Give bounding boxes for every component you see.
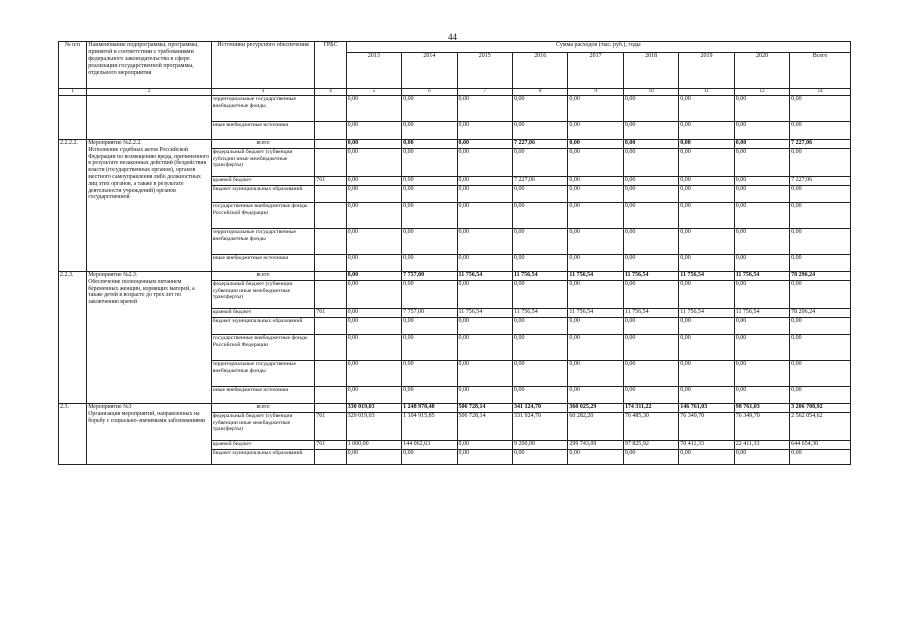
value-cell: 0,00	[734, 122, 789, 140]
source-cell: всего	[211, 404, 315, 413]
value-cell: 0,00	[734, 229, 789, 255]
value-cell: 0,00	[512, 186, 567, 203]
header-no: № п/п	[59, 42, 87, 89]
value-cell: 0,00	[679, 281, 734, 309]
value-cell: 0,00	[346, 140, 401, 149]
grbs-cell	[315, 96, 346, 122]
measure-description: Обеспечение полноценным питанием беременных женщин, кормящих матерей, а также детей в возрасте до трех лет по заключению врачей	[88, 278, 195, 306]
measure-name	[87, 404, 211, 465]
value-cell: 0,00	[790, 96, 851, 122]
grbs-cell	[315, 450, 346, 465]
value-cell: 0,00	[623, 149, 678, 177]
value-cell: 11 756,54	[512, 272, 567, 281]
value-cell: 0,00	[457, 335, 512, 361]
value-cell: 76 349,70	[679, 413, 734, 441]
value-cell: 0,00	[734, 450, 789, 465]
value-cell: 0,00	[623, 177, 678, 186]
value-cell: 0,00	[679, 255, 734, 272]
header-year: 2020	[734, 53, 789, 89]
value-cell: 0,00	[402, 335, 457, 361]
value-cell: 0,00	[457, 149, 512, 177]
value-cell: 0,00	[734, 186, 789, 203]
source-cell: бюджет муниципальных образований	[211, 186, 315, 203]
value-cell: 0,00	[568, 335, 623, 361]
value-cell: 0,00	[568, 177, 623, 186]
value-cell: 7 757,00	[402, 272, 457, 281]
source-cell: территориальные государственные внебюджетные фонды	[211, 229, 315, 255]
source-cell: краевой бюджет	[211, 441, 315, 450]
value-cell: 506 728,14	[457, 404, 512, 413]
value-cell: 0,00	[346, 281, 401, 309]
value-cell: 0,00	[512, 229, 567, 255]
value-cell: 0,00	[457, 140, 512, 149]
value-cell: 146 761,03	[679, 404, 734, 413]
value-cell: 0,00	[346, 186, 401, 203]
total-value-cell: 7 227,06	[790, 140, 851, 149]
value-cell: 506 728,14	[457, 413, 512, 441]
value-cell: 0,00	[623, 450, 678, 465]
value-cell: 9 200,00	[512, 441, 567, 450]
value-cell: 0,00	[623, 96, 678, 122]
value-cell: 0,00	[734, 318, 789, 335]
value-cell: 0,00	[346, 203, 401, 229]
value-cell: 11 756,54	[568, 272, 623, 281]
value-cell: 0,00	[679, 387, 734, 404]
value-cell: 0,00	[346, 229, 401, 255]
measure-description: Исполнение судебных актов Российской Федерации по возмещению вреда, причиненного в результате незаконных действий (бездействия власти (государственных органов), органов местного самоуправления либо должностных лиц этих органов, а также в результате деятельности учреждений) органов государственной	[88, 146, 210, 201]
grbs-cell	[315, 272, 346, 281]
value-cell: 0,00	[623, 361, 678, 387]
value-cell: 0,00	[623, 255, 678, 272]
value-cell: 0,00	[457, 96, 512, 122]
value-cell: 0,00	[346, 177, 401, 186]
value-cell: 0,00	[346, 122, 401, 140]
measure-name	[87, 272, 211, 404]
value-cell: 0,00	[790, 122, 851, 140]
column-number: 10	[623, 89, 678, 96]
value-cell: 0,00	[734, 387, 789, 404]
value-cell: 0,00	[457, 318, 512, 335]
value-cell: 0,00	[734, 177, 789, 186]
value-cell: 330 019,03	[346, 404, 401, 413]
column-number: 5	[346, 89, 401, 96]
value-cell: 0,00	[734, 96, 789, 122]
total-value-cell: 0,00	[790, 335, 851, 361]
value-cell: 0,00	[568, 450, 623, 465]
header-year: 2017	[568, 53, 623, 89]
value-cell: 0,00	[457, 361, 512, 387]
value-cell: 11 756,54	[734, 309, 789, 318]
value-cell: 0,00	[623, 203, 678, 229]
value-cell: 0,00	[346, 387, 401, 404]
value-cell: 0,00	[512, 96, 567, 122]
header-source: Источники ресурсного обеспечения	[211, 42, 315, 89]
source-cell: бюджет муниципальных образований	[211, 318, 315, 335]
header-year: 2013	[346, 53, 401, 89]
value-cell: 97 825,92	[623, 441, 678, 450]
value-cell: 0,00	[402, 140, 457, 149]
value-cell: 0,00	[512, 149, 567, 177]
value-cell: 0,00	[623, 318, 678, 335]
row-code: 2.3.	[59, 404, 87, 465]
value-cell: 0,00	[346, 335, 401, 361]
row-code: 2.2.3.	[59, 272, 87, 404]
value-cell: 0,00	[457, 229, 512, 255]
value-cell: 0,00	[734, 255, 789, 272]
total-value-cell: 0,00	[790, 203, 851, 229]
value-cell: 0,00	[346, 309, 401, 318]
value-cell: 0,00	[679, 450, 734, 465]
column-number: 3	[211, 89, 315, 96]
value-cell: 341 124,70	[512, 404, 567, 413]
value-cell: 0,00	[623, 229, 678, 255]
value-cell: 0,00	[679, 203, 734, 229]
grbs-cell	[315, 387, 346, 404]
value-cell: 11 756,54	[623, 309, 678, 318]
header-row	[59, 42, 851, 53]
value-cell: 0,00	[568, 229, 623, 255]
value-cell: 299 743,09	[568, 441, 623, 450]
source-cell: всего	[211, 272, 315, 281]
source-cell: федеральный бюджет (субвенции субвенции иные межбюджетные трансферты)	[211, 413, 315, 441]
grbs-cell	[315, 335, 346, 361]
total-value-cell: 0,00	[790, 281, 851, 309]
value-cell: 0,00	[679, 318, 734, 335]
budget-table	[58, 41, 851, 465]
value-cell: 0,00	[568, 255, 623, 272]
grbs-cell	[315, 203, 346, 229]
value-cell: 0,00	[457, 281, 512, 309]
section-total-row	[59, 140, 851, 149]
grbs-cell	[315, 318, 346, 335]
header-year: 2014	[402, 53, 457, 89]
value-cell: 0,00	[623, 387, 678, 404]
grbs-cell	[315, 229, 346, 255]
value-cell: 0,00	[679, 149, 734, 177]
value-cell: 0,00	[346, 450, 401, 465]
value-cell: 0,00	[568, 281, 623, 309]
column-number: 4	[315, 89, 346, 96]
row-code: 2.2.2.2.	[59, 140, 87, 272]
value-cell: 7 227,06	[512, 177, 567, 186]
value-cell: 0,00	[568, 361, 623, 387]
value-cell: 0,00	[346, 149, 401, 177]
value-cell: 0,00	[568, 203, 623, 229]
source-cell: государственные внебюджетные фонды Российской Федерации	[211, 203, 315, 229]
row-code	[59, 96, 87, 140]
value-cell: 11 756,54	[568, 309, 623, 318]
source-cell: федеральный бюджет (субвенции субвенции иные межбюджетные трансферты)	[211, 281, 315, 309]
value-cell: 0,00	[402, 96, 457, 122]
total-value-cell: 0,00	[790, 387, 851, 404]
total-value-cell: 78 296,24	[790, 309, 851, 318]
value-cell: 0,00	[402, 122, 457, 140]
grbs-cell	[315, 140, 346, 149]
value-cell: 0,00	[402, 318, 457, 335]
total-value-cell: 0,00	[790, 229, 851, 255]
total-value-cell: 0,00	[790, 149, 851, 177]
value-cell: 7 227,06	[512, 140, 567, 149]
value-cell: 0,00	[679, 140, 734, 149]
value-cell: 11 756,54	[734, 272, 789, 281]
total-value-cell: 0,00	[790, 450, 851, 465]
measure-name	[87, 140, 211, 272]
value-cell: 7 757,00	[402, 309, 457, 318]
total-value-cell: 3 206 708,92	[790, 404, 851, 413]
value-cell: 76 349,70	[734, 413, 789, 441]
total-value-cell: 7 227,06	[790, 177, 851, 186]
value-cell: 144 062,63	[402, 441, 457, 450]
value-cell: 174 311,22	[623, 404, 678, 413]
source-cell: краевой бюджет	[211, 177, 315, 186]
value-cell: 0,00	[568, 96, 623, 122]
value-cell: 1 248 978,48	[402, 404, 457, 413]
value-cell: 0,00	[512, 450, 567, 465]
value-cell: 11 756,54	[623, 272, 678, 281]
column-number-row	[59, 89, 851, 96]
value-cell: 11 756,54	[679, 272, 734, 281]
header-year: 2019	[679, 53, 734, 89]
value-cell: 0,00	[734, 203, 789, 229]
grbs-cell	[315, 149, 346, 177]
header-year: 2016	[512, 53, 567, 89]
source-cell: территориальные государственные внебюджетные фонды	[211, 361, 315, 387]
header-grbs: ГРБС	[315, 42, 346, 89]
value-cell: 0,00	[402, 229, 457, 255]
value-cell: 0,00	[402, 186, 457, 203]
header-year: 2018	[623, 53, 678, 89]
value-cell: 0,00	[457, 450, 512, 465]
value-cell: 0,00	[568, 149, 623, 177]
value-cell: 0,00	[679, 186, 734, 203]
column-number: 9	[568, 89, 623, 96]
grbs-cell	[315, 281, 346, 309]
value-cell: 0,00	[734, 335, 789, 361]
grbs-cell: 761	[315, 413, 346, 441]
value-cell: 0,00	[679, 335, 734, 361]
column-number: 6	[402, 89, 457, 96]
value-cell: 0,00	[402, 450, 457, 465]
section-total-row	[59, 272, 851, 281]
value-cell: 0,00	[623, 335, 678, 361]
value-cell: 0,00	[623, 140, 678, 149]
measure-sections	[59, 140, 851, 465]
value-cell: 0,00	[512, 203, 567, 229]
header-name: Наименование подпрограммы, программы, принятой в соответствии с требованиями федерального законодательства в сфере реализации государственной программы, отдельного мероприятия	[87, 42, 211, 89]
value-cell: 0,00	[402, 255, 457, 272]
value-cell: 0,00	[679, 177, 734, 186]
value-cell: 0,00	[679, 361, 734, 387]
value-cell: 331 924,70	[512, 413, 567, 441]
header-sum-title: Сумма расходов (тыс. руб.), годы	[346, 42, 850, 53]
value-cell: 0,00	[679, 122, 734, 140]
column-number: 1	[59, 89, 87, 96]
value-cell: 0,00	[512, 255, 567, 272]
source-cell: бюджет муниципальных образований	[211, 450, 315, 465]
source-cell: иные внебюджетные источники	[211, 122, 315, 140]
source-cell: иные внебюджетные источники	[211, 387, 315, 404]
column-number: 7	[457, 89, 512, 96]
value-cell: 329 019,03	[346, 413, 401, 441]
value-cell: 70 411,33	[679, 441, 734, 450]
grbs-cell: 761	[315, 441, 346, 450]
value-cell: 0,00	[346, 255, 401, 272]
row-name	[87, 96, 211, 140]
total-value-cell: 0,00	[790, 318, 851, 335]
total-value-cell: 0,00	[790, 186, 851, 203]
value-cell: 0,00	[402, 203, 457, 229]
source-cell: государственные внебюджетные фонды Российской Федерации	[211, 335, 315, 361]
measure-title: Мероприятие №3	[88, 404, 132, 410]
value-cell: 0,00	[734, 361, 789, 387]
value-cell: 98 761,03	[734, 404, 789, 413]
value-cell: 0,00	[457, 177, 512, 186]
value-cell: 0,00	[346, 272, 401, 281]
column-number: 8	[512, 89, 567, 96]
measure-title: Мероприятие №2.2.2.	[88, 140, 142, 146]
value-cell: 0,00	[734, 149, 789, 177]
value-cell: 22 411,33	[734, 441, 789, 450]
header-year: 2015	[457, 53, 512, 89]
grbs-cell	[315, 122, 346, 140]
value-cell: 0,00	[623, 281, 678, 309]
value-cell: 0,00	[679, 229, 734, 255]
value-cell: 60 282,20	[568, 413, 623, 441]
value-cell: 0,00	[512, 335, 567, 361]
grbs-cell	[315, 255, 346, 272]
value-cell: 11 756,54	[457, 309, 512, 318]
source-cell: краевой бюджет	[211, 309, 315, 318]
value-cell: 0,00	[402, 149, 457, 177]
value-cell: 0,00	[568, 186, 623, 203]
value-cell: 0,00	[457, 122, 512, 140]
grbs-cell	[315, 404, 346, 413]
source-cell: федеральный бюджет (субвенции субсидии иные межбюджетные трансферты)	[211, 149, 315, 177]
value-cell: 0,00	[346, 318, 401, 335]
value-cell: 0,00	[568, 387, 623, 404]
value-cell: 0,00	[512, 122, 567, 140]
source-cell: всего	[211, 140, 315, 149]
value-cell: 0,00	[402, 361, 457, 387]
value-cell: 360 025,29	[568, 404, 623, 413]
value-cell: 0,00	[346, 361, 401, 387]
source-cell: территориальные государственные внебюджетные фонды	[211, 96, 315, 122]
page-number: 44	[448, 32, 457, 42]
header-total: Всего	[790, 53, 851, 89]
grbs-cell: 761	[315, 177, 346, 186]
value-cell: 0,00	[568, 122, 623, 140]
value-cell: 0,00	[402, 387, 457, 404]
value-cell: 0,00	[734, 140, 789, 149]
grbs-cell: 761	[315, 309, 346, 318]
table-row	[59, 96, 851, 122]
section-total-row	[59, 404, 851, 413]
value-cell: 0,00	[457, 186, 512, 203]
value-cell: 0,00	[457, 203, 512, 229]
value-cell: 11 756,54	[512, 309, 567, 318]
value-cell: 0,00	[346, 96, 401, 122]
total-value-cell: 0,00	[790, 255, 851, 272]
value-cell: 0,00	[734, 281, 789, 309]
total-value-cell: 644 654,30	[790, 441, 851, 450]
value-cell: 0,00	[679, 96, 734, 122]
measure-title: Мероприятие №2.3.	[88, 272, 138, 278]
value-cell: 0,00	[402, 177, 457, 186]
total-value-cell: 0,00	[790, 361, 851, 387]
value-cell: 0,00	[623, 122, 678, 140]
total-value-cell: 2 562 054,62	[790, 413, 851, 441]
value-cell: 11 756,54	[679, 309, 734, 318]
value-cell: 0,00	[457, 441, 512, 450]
value-cell: 0,00	[402, 281, 457, 309]
value-cell: 76 485,30	[623, 413, 678, 441]
value-cell: 1 000,00	[346, 441, 401, 450]
value-cell: 0,00	[568, 318, 623, 335]
value-cell: 11 756,54	[457, 272, 512, 281]
value-cell: 1 104 915,85	[402, 413, 457, 441]
total-value-cell: 78 296,24	[790, 272, 851, 281]
column-number: 14	[790, 89, 851, 96]
value-cell: 0,00	[457, 387, 512, 404]
value-cell: 0,00	[568, 140, 623, 149]
value-cell: 0,00	[623, 186, 678, 203]
column-number: 12	[734, 89, 789, 96]
value-cell: 0,00	[512, 387, 567, 404]
column-number: 11	[679, 89, 734, 96]
measure-description: Организация мероприятий, направленных на борьбу с социально-значимыми заболеваниями	[88, 410, 205, 424]
source-cell: иные внебюджетные источники	[211, 255, 315, 272]
column-number: 2	[87, 89, 211, 96]
value-cell: 0,00	[512, 281, 567, 309]
grbs-cell	[315, 361, 346, 387]
value-cell: 0,00	[512, 361, 567, 387]
value-cell: 0,00	[457, 255, 512, 272]
value-cell: 0,00	[512, 318, 567, 335]
grbs-cell	[315, 186, 346, 203]
